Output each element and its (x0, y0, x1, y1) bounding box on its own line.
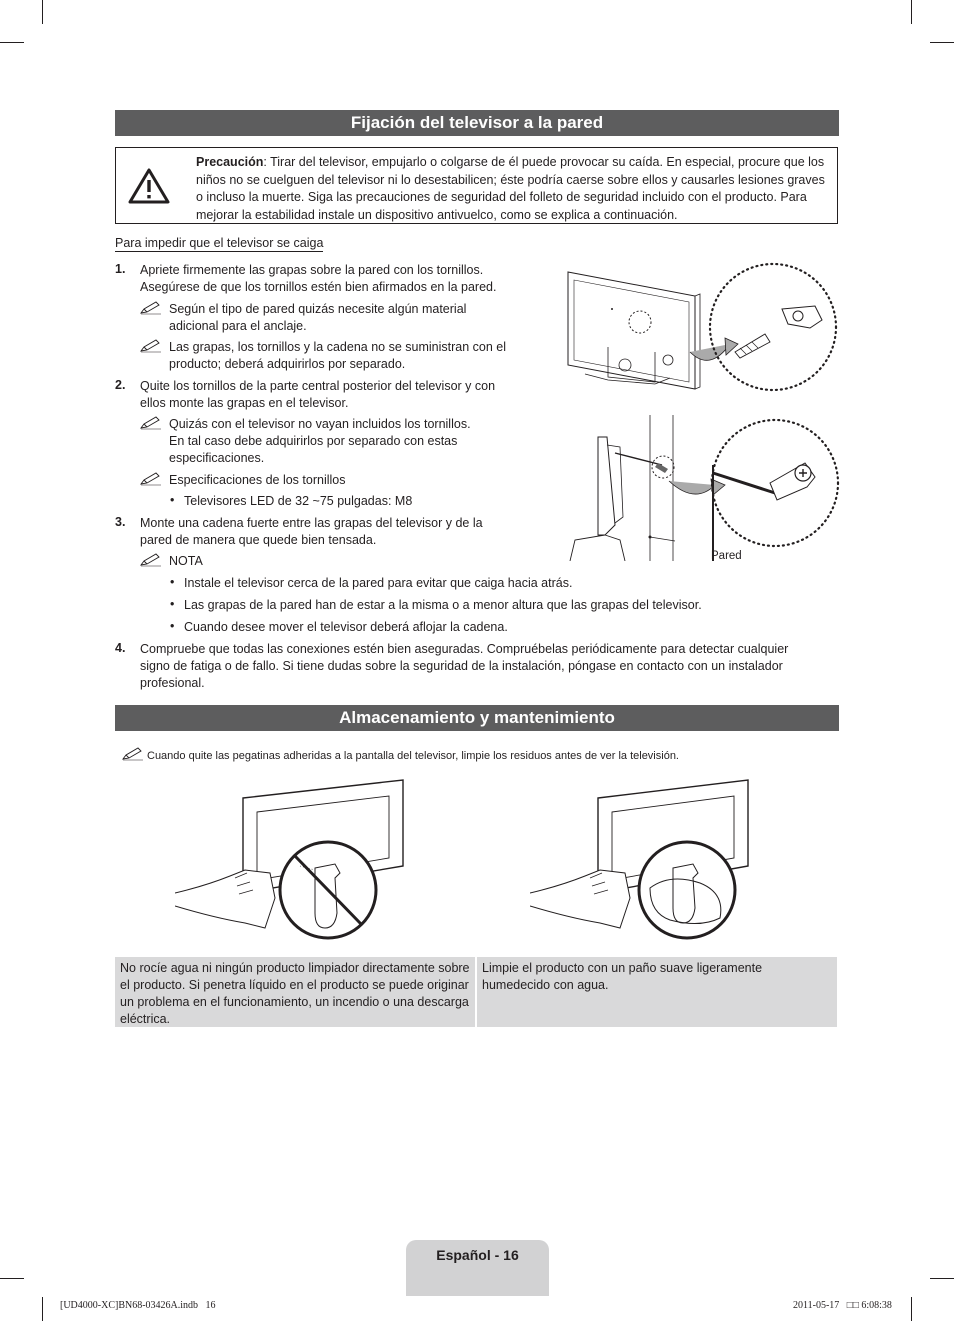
crop-mark (42, 0, 43, 24)
print-file-info: [UD4000-XC]BN68-03426A.indb 16 (60, 1300, 216, 1311)
bullet-text: Televisores LED de 32 ~75 pulgadas: M8 (184, 494, 413, 508)
note-pencil-icon (140, 553, 162, 567)
maintenance-note: Cuando quite las pegatinas adheridas a la pantalla del televisor, limpie los residuos antes de ver la televisión. (147, 750, 679, 762)
page-footer-tab (406, 1240, 549, 1296)
bullet-text: Las grapas de la pared han de estar a la misma o a menor altura que las grapas del televisor. (184, 598, 702, 612)
note-pencil-icon (140, 339, 162, 353)
crop-mark (911, 0, 912, 24)
crop-mark (0, 1278, 24, 1279)
bullet-dot: • (170, 597, 175, 611)
step-text: Quite los tornillos de la parte central posterior del televisor y con ellos monte las grapas en el televisor. (140, 379, 496, 410)
step-text: Compruebe que todas las conexiones estén bien aseguradas. Compruébelas periódicamente para detectar cualquier signo de fatiga o de fallo. Si tiene dudas sobre la seguridad de la instalación, póngase en contacto con un instalador profesional. (140, 642, 789, 690)
bullet-text: Cuando desee mover el televisor deberá aflojar la cadena. (184, 620, 508, 634)
print-date-info: 2011-05-17 □□ 6:08:38 (793, 1300, 892, 1311)
note-pencil-icon (122, 747, 144, 761)
section-title-wall-mount: Fijación del televisor a la pared (115, 110, 839, 136)
step-number: 4. (115, 641, 126, 655)
caution-box (115, 147, 838, 224)
table-cell-instruction: Limpie el producto con un paño suave ligeramente humedecido con agua. (477, 957, 837, 1027)
caution-body: : Tirar del televisor, empujarlo o colgarse de él puede provocar su caída. En especial, procure que los niños no se cuelguen del televisor ni lo desestabilicen; éste podría caerse sobre ellos y causarles lesiones graves o incluso la muerte. Siga las precauciones de seguridad del folleto de seguridad incluido con el producto. Para mejorar la estabilidad instale un dispositivo antivuelco, como se explica a continuación. (196, 155, 825, 222)
subheading-prevent-fall: Para impedir que el televisor se caiga (115, 236, 324, 250)
step-note: Según el tipo de pared quizás necesite algún material adicional para el anclaje. (169, 302, 467, 333)
step-note: Quizás con el televisor no vayan incluidos los tornillos. En tal caso debe adquirirlos por separado con estas especificaciones. (169, 417, 471, 465)
note-pencil-icon (140, 301, 162, 315)
page-number: 16 (503, 1247, 519, 1263)
warning-icon (128, 168, 170, 204)
bullet-dot: • (170, 575, 175, 589)
caution-text (196, 154, 832, 224)
step-text: Apriete firmemente las grapas sobre la pared con los tornillos. Asegúrese de que los tornillos estén bien afirmados en la pared. (140, 263, 497, 294)
step-number: 3. (115, 515, 126, 529)
bullet-text: Instale el televisor cerca de la pared para evitar que caiga hacia atrás. (184, 576, 573, 590)
note-pencil-icon (140, 416, 162, 430)
step-note: Las grapas, los tornillos y la cadena no se suministran con el producto; deberá adquirirlos por separado. (169, 340, 506, 371)
tv-back-bracket-illustration (560, 262, 845, 417)
section-title-maintenance: Almacenamiento y mantenimiento (115, 705, 839, 731)
tv-side-chain-illustration (565, 415, 845, 561)
no-spray-illustration (175, 778, 415, 943)
footer-language: Español - (436, 1247, 504, 1263)
bullet-dot: • (170, 619, 175, 633)
caution-label: Precaución (196, 155, 264, 169)
crop-mark (42, 1297, 43, 1321)
note-label: NOTA (169, 554, 203, 568)
wipe-cloth-illustration (530, 778, 770, 943)
wall-label: Pared (711, 550, 742, 562)
step-number: 1. (115, 262, 126, 276)
crop-mark (0, 42, 24, 43)
crop-mark (930, 1278, 954, 1279)
crop-mark (911, 1297, 912, 1321)
bullet-dot: • (170, 493, 175, 507)
step-number: 2. (115, 378, 126, 392)
crop-mark (930, 42, 954, 43)
note-pencil-icon (140, 472, 162, 486)
step-note: Especificaciones de los tornillos (169, 473, 346, 487)
table-cell-warning: No rocíe agua ni ningún producto limpiador directamente sobre el producto. Si penetra líquido en el producto se puede originar un problema en el funcionamiento, un incendio o una descarga eléctrica. (115, 957, 475, 1027)
step-text: Monte una cadena fuerte entre las grapas del televisor y de la pared de manera que quede bien tensada. (140, 516, 483, 547)
